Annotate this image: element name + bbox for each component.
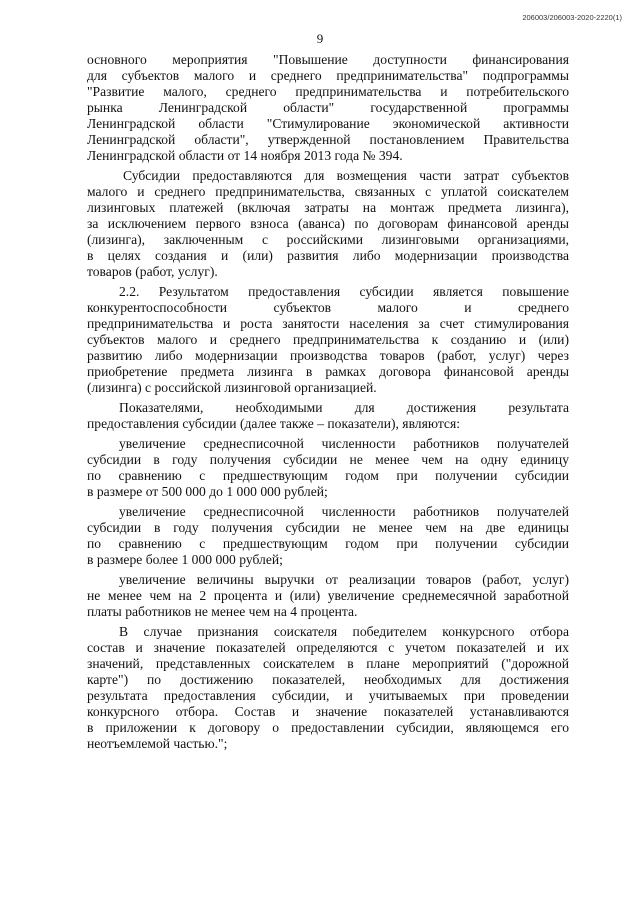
page-number: 9 [316,31,324,46]
paragraph-indicators-intro [87,400,569,432]
paragraph-indicator-two-units [87,504,569,568]
text-line: "Развитие малого, среднего предпринимательства и потребительского [87,84,569,99]
text-line: в размере более 1 000 000 рублей; [87,552,283,567]
text-line: Ленинградской области", утвержденной постановлением Правительства [87,132,569,147]
text-line: за исключением первого взноса (аванса) по договорам финансовой аренды [87,216,569,231]
text-line: развитию либо модернизации производства товаров (работ, услуг) через [87,348,569,363]
text-line: субъектов малого и среднего предпринимательства к созданию и (или) [87,332,569,347]
text-line: в размере от 500 000 до 1 000 000 рублей; [87,484,328,499]
text-line: 2.2. Результатом предоставления субсидии является повышение [119,284,569,299]
text-line: малого и среднего предпринимательства, связанных с уплатой соискателем [87,184,569,199]
paragraph-winner-indicators [87,624,569,752]
text-line: конкурсного отбора. Состав и значение показателей устанавливаются [87,704,569,719]
text-line: по сравнению с предшествующим годом при получении субсидии [87,536,569,551]
text-line: Ленинградской области от 14 ноября 2013 года № 394. [87,148,403,163]
paragraph-subsidy-purpose [87,168,569,280]
text-line: лизинговых платежей (включая затраты на монтаж предмета лизинга), [87,200,569,215]
text-line: Ленинградской области "Стимулирование экономической активности [87,116,569,131]
text-line: результата предоставления субсидии, и учитываемых при проведении [87,688,569,703]
paragraph-program-reference [87,52,569,164]
text-line: неотъемлемой частью."; [87,736,228,751]
text-line: субсидии в году получения субсидии не менее чем на две единицы [87,520,569,535]
document-body [87,52,569,752]
text-line: (лизинга) с российской лизинговой организацией. [87,380,377,395]
text-line: значений, представленных соискателем в плане мероприятий ("дорожной [87,656,569,671]
text-line: рынка Ленинградской области" государственной программы [87,100,569,115]
text-line: состав и значение показателей определяются с учетом показателей и их [87,640,569,655]
document-code: 206003/206003-2020-2220(1) [522,13,622,22]
text-line: субсидии в году получения субсидии не менее чем на одну единицу [87,452,569,467]
text-line: по сравнению с предшествующим годом при получении субсидии [87,468,569,483]
text-line: Субсидии предоставляются для возмещения части затрат субъектов [123,168,569,183]
text-line: увеличение величины выручки от реализации товаров (работ, услуг) [119,572,569,587]
text-line: (лизинга), заключенным с российскими лизинговыми организациями, [87,232,569,247]
text-line: не менее чем на 2 процента и (или) увеличение среднемесячной заработной [87,588,569,603]
text-line: увеличение среднесписочной численности работников получателей [119,436,569,451]
paragraph-section-2-2 [87,284,569,396]
text-line: основного мероприятия "Повышение доступности финансирования [87,52,569,67]
text-line: карте") по достижению показателей, необходимых для достижения [87,672,569,687]
text-line: конкурентоспособности субъектов малого и среднего [87,300,569,315]
paragraph-indicator-one-unit [87,436,569,500]
text-line: приобретение предмета лизинга в рамках договора финансовой аренды [87,364,569,379]
text-line: в целях создания и (или) развития либо модернизации производства [87,248,569,263]
text-line: предпринимательства и роста занятости населения за счет стимулирования [87,316,569,331]
text-line: Показателями, необходимыми для достижения результата [119,400,569,415]
text-line: предоставления субсидии (далее также – показатели), являются: [87,416,460,431]
text-line: в приложении к договору о предоставлении субсидии, являющемся его [87,720,569,735]
text-line: платы работников не менее чем на 4 процента. [87,604,358,619]
text-line: В случае признания соискателя победителем конкурсного отбора [119,624,569,639]
text-line: для субъектов малого и среднего предпринимательства" подпрограммы [87,68,569,83]
text-line: увеличение среднесписочной численности работников получателей [119,504,569,519]
text-line: товаров (работ, услуг). [87,264,218,279]
paragraph-indicator-revenue [87,572,569,620]
